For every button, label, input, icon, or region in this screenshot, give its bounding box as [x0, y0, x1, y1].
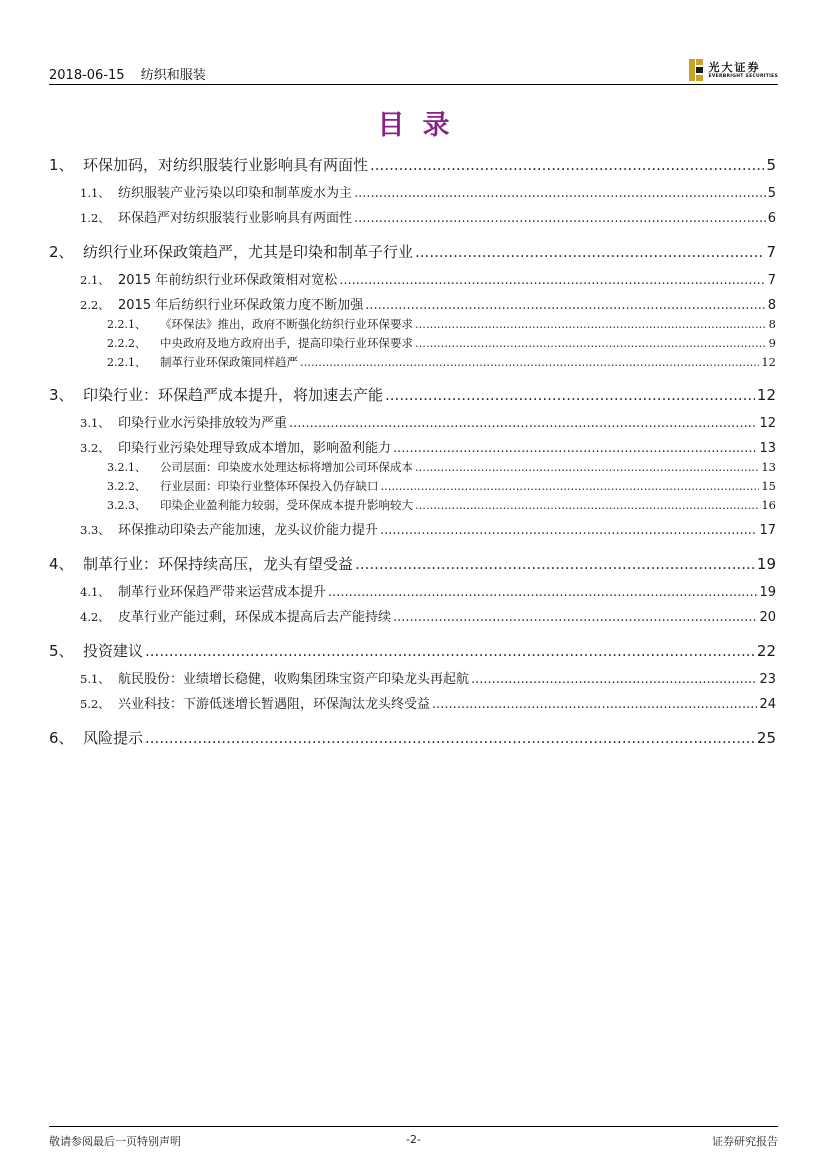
toc-page: 13: [759, 441, 776, 456]
toc-page: 9: [768, 336, 776, 350]
toc-entry-2-1[interactable]: [80, 269, 776, 288]
toc-page: 15: [761, 479, 776, 493]
toc-label: 公司层面：印染废水处理达标将增加公司环保成本: [160, 460, 413, 474]
header-info: [49, 64, 206, 83]
logo-text-cn: 光大证券: [708, 60, 761, 74]
toc-leader: [393, 441, 757, 456]
toc-number: 2.2.2、: [107, 337, 146, 350]
report-category: 纺织和服装: [140, 68, 206, 83]
toc-leader: [415, 336, 767, 350]
toc-label: 印染企业盈利能力较弱，受环保成本提升影响较大: [160, 498, 413, 512]
toc-number: 1、: [49, 156, 74, 174]
page-footer: [49, 1133, 778, 1149]
toc-label: 印染行业：环保趋严成本提升，将加速去产能: [83, 386, 384, 404]
toc-leader: [380, 523, 757, 538]
toc-number: 3.2.1、: [107, 461, 146, 474]
toc-entry-2-2-1[interactable]: [107, 316, 776, 332]
toc-leader: [415, 498, 759, 512]
toc-page: 19: [756, 555, 776, 573]
toc-number: 4、: [49, 555, 74, 573]
toc-page: 6: [767, 211, 776, 226]
page-title: 目录: [377, 110, 468, 141]
toc-leader: [415, 317, 767, 331]
toc-page: 23: [759, 672, 776, 687]
toc-label: 制革行业环保趋严带来运营成本提升: [118, 585, 327, 600]
toc-leader: [471, 672, 757, 687]
toc-number: 4.1、: [80, 585, 110, 599]
toc-page: 17: [759, 523, 776, 538]
toc-page: 12: [759, 416, 776, 431]
toc-label: 纺织行业环保政策趋严，尤其是印染和制革子行业: [83, 243, 414, 261]
toc-entry-1-1[interactable]: [80, 182, 776, 201]
toc-leader: [370, 156, 764, 174]
toc-entry-3-1[interactable]: [80, 412, 776, 431]
toc-label: 2015 年前纺织行业环保政策相对宽松: [118, 273, 338, 288]
toc-label: 兴业科技：下游低迷增长暂遇阻，环保淘汰龙头终受益: [118, 697, 431, 712]
toc-number: 2.2.1、: [107, 318, 146, 331]
toc-entry-4[interactable]: [49, 553, 776, 574]
page-number: -2-: [406, 1133, 421, 1146]
toc-leader: [365, 298, 766, 313]
toc-leader: [415, 243, 764, 261]
toc-label: 纺织服装产业污染以印染和制革废水为主: [118, 186, 353, 201]
toc-entry-2-2-1b[interactable]: [107, 354, 776, 370]
toc-leader: [393, 610, 757, 625]
toc-page: 16: [761, 498, 776, 512]
toc-number: 5、: [49, 642, 74, 660]
toc-number: 2.2.1、: [107, 356, 146, 369]
company-logo: [689, 58, 778, 82]
toc-entry-3[interactable]: [49, 384, 776, 405]
toc-entry-5-1[interactable]: [80, 668, 776, 687]
toc-number: 2.2、: [80, 298, 110, 312]
toc-leader: [355, 555, 755, 573]
toc-label: 环保加码，对纺织服装行业影响具有两面性: [83, 156, 369, 174]
toc-page: 22: [756, 642, 776, 660]
toc-leader: [339, 273, 766, 288]
toc-leader: [300, 355, 759, 369]
header-divider: [49, 84, 778, 85]
toc-label: 中央政府及地方政府出手，提高印染行业环保要求: [160, 336, 413, 350]
toc-leader: [385, 386, 755, 404]
toc-entry-2-2-2[interactable]: [107, 335, 776, 351]
toc-entry-4-1[interactable]: [80, 581, 776, 600]
toc-number: 5.2、: [80, 697, 110, 711]
toc-page: 25: [756, 729, 776, 747]
toc-entry-1[interactable]: [49, 154, 776, 175]
toc-number: 1.1、: [80, 186, 110, 200]
footer-divider: [49, 1126, 778, 1127]
toc-number: 3、: [49, 386, 74, 404]
toc-leader: [145, 642, 755, 660]
toc-leader: [289, 416, 757, 431]
toc-page: 24: [759, 697, 776, 712]
toc-entry-5[interactable]: [49, 640, 776, 661]
toc-entry-3-2-3[interactable]: [107, 497, 776, 513]
logo-mark-icon: [689, 59, 703, 81]
toc-page: 13: [761, 460, 776, 474]
toc-label: 制革行业环保政策同样趋严: [160, 355, 298, 369]
toc-number: 1.2、: [80, 211, 110, 225]
toc-entry-3-3[interactable]: [80, 519, 776, 538]
logo-text-en: EVERBRIGHT SECURITIES: [708, 73, 778, 79]
toc-label: 环保趋严对纺织服装行业影响具有两面性: [118, 211, 353, 226]
toc-label: 制革行业：环保持续高压，龙头有望受益: [83, 555, 354, 573]
toc-label: 环保推动印染去产能加速，龙头议价能力提升: [118, 523, 379, 538]
toc-number: 2.1、: [80, 273, 110, 287]
toc-entry-6[interactable]: [49, 727, 776, 748]
toc-number: 4.2、: [80, 610, 110, 624]
toc-entry-3-2-2[interactable]: [107, 478, 776, 494]
toc-page: 7: [766, 243, 776, 261]
toc-number: 3.2、: [80, 441, 110, 455]
toc-label: 2015 年后纺织行业环保政策力度不断加强: [118, 298, 364, 313]
toc-label: 行业层面：印染行业整体环保投入仍存缺口: [160, 479, 379, 493]
toc-page: 5: [767, 186, 776, 201]
toc-label: 航民股份：业绩增长稳健，收购集团珠宝资产印染龙头再起航: [118, 672, 470, 687]
report-type: 证券研究报告: [712, 1135, 778, 1148]
toc-page: 8: [768, 317, 776, 331]
toc-label: 印染行业污染处理导致成本增加，影响盈利能力: [118, 441, 392, 456]
toc-number: 5.1、: [80, 672, 110, 686]
toc-entry-1-2[interactable]: [80, 207, 776, 226]
toc-label: 皮革行业产能过剩，环保成本提高后去产能持续: [118, 610, 392, 625]
toc-leader: [328, 585, 757, 600]
toc-number: 3.2.2、: [107, 480, 146, 493]
toc-page: 19: [759, 585, 776, 600]
toc-number: 3.3、: [80, 523, 110, 537]
toc-leader: [432, 697, 757, 712]
toc-leader: [145, 729, 755, 747]
toc-leader: [381, 479, 760, 493]
toc-page: 7: [767, 273, 776, 288]
toc-leader: [354, 186, 766, 201]
disclaimer-note: 敬请参阅最后一页特别声明: [49, 1135, 181, 1148]
toc-number: 2、: [49, 243, 74, 261]
toc-page: 8: [767, 298, 776, 313]
toc-label: 风险提示: [83, 729, 144, 747]
toc-entry-3-2-1[interactable]: [107, 459, 776, 475]
page-header: [49, 58, 778, 84]
toc-label: 投资建议: [83, 642, 144, 660]
toc-label: 印染行业水污染排放较为严重: [118, 416, 288, 431]
toc-number: 3.2.3、: [107, 499, 146, 512]
toc-page: 12: [761, 355, 776, 369]
toc-entry-2-2[interactable]: [80, 294, 776, 313]
toc-entry-4-2[interactable]: [80, 606, 776, 625]
toc-number: 6、: [49, 729, 74, 747]
toc-entry-2[interactable]: [49, 241, 776, 262]
toc-page: 20: [759, 610, 776, 625]
toc-number: 3.1、: [80, 416, 110, 430]
toc-leader: [354, 211, 766, 226]
toc-leader: [415, 460, 759, 474]
toc-label: 《环保法》推出，政府不断强化纺织行业环保要求: [160, 317, 413, 331]
toc-entry-3-2[interactable]: [80, 437, 776, 456]
toc-page: 5: [766, 156, 776, 174]
toc-page: 12: [756, 386, 776, 404]
toc-entry-5-2[interactable]: [80, 693, 776, 712]
report-date: 2018-06-15: [49, 68, 125, 83]
